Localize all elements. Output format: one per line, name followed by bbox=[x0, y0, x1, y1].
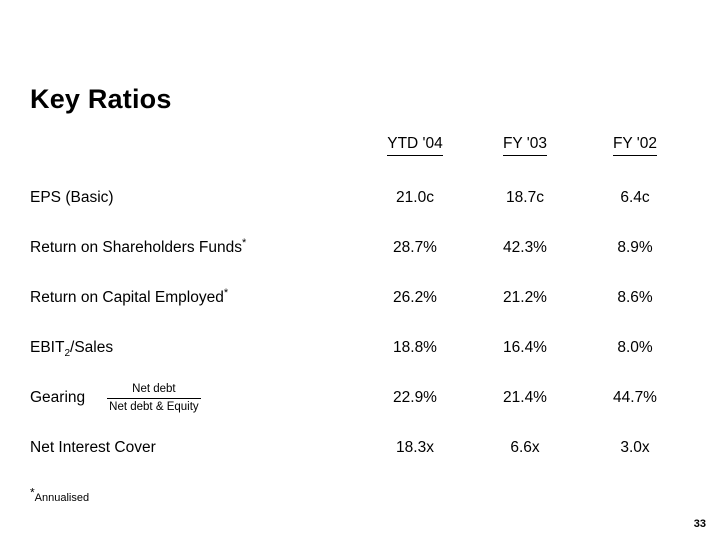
cell-roce-fy03: 21.2% bbox=[503, 289, 547, 306]
cell-gearing-fy03: 21.4% bbox=[503, 389, 547, 406]
row-label-ebit-subscript: 2 bbox=[64, 348, 71, 360]
header-label-col bbox=[30, 135, 360, 173]
column-header-fy03 bbox=[470, 135, 580, 173]
table-row bbox=[30, 173, 690, 223]
cell-rosf-ytd04: 28.7% bbox=[393, 239, 437, 256]
page-title: Key Ratios bbox=[30, 84, 172, 114]
table-body bbox=[30, 173, 690, 473]
table-header-row bbox=[30, 135, 690, 173]
cell-interest-cover-ytd04: 18.3x bbox=[396, 439, 434, 456]
cell-rosf-fy03: 42.3% bbox=[503, 239, 547, 256]
cell-interest-cover-fy02: 3.0x bbox=[620, 439, 650, 456]
cell-eps-fy02: 6.4c bbox=[620, 189, 650, 206]
cell-eps-ytd04: 21.0c bbox=[396, 189, 434, 206]
key-ratios-table bbox=[30, 135, 690, 473]
row-label-eps-text: EPS (Basic) bbox=[30, 189, 114, 206]
row-label-roce bbox=[30, 273, 360, 323]
row-label-ebit-sales bbox=[30, 323, 360, 373]
page-number: 33 bbox=[693, 518, 706, 530]
cell-rosf-fy02: 8.9% bbox=[617, 239, 653, 256]
column-header-ytd04-label: YTD '04 bbox=[387, 135, 443, 155]
gearing-label-group bbox=[30, 382, 354, 414]
column-header-fy03-label: FY '03 bbox=[503, 135, 547, 155]
table-row bbox=[30, 373, 690, 423]
cell-ebit-fy03: 16.4% bbox=[503, 339, 547, 356]
row-label-roce-text: Return on Capital Employed bbox=[30, 289, 224, 306]
row-label-gearing bbox=[30, 373, 360, 423]
cell-roce-fy02: 8.6% bbox=[617, 289, 653, 306]
cell-gearing-ytd04: 22.9% bbox=[393, 389, 437, 406]
cell-ebit-ytd04: 18.8% bbox=[393, 339, 437, 356]
footnote-marker: * bbox=[30, 485, 35, 500]
column-header-ytd04 bbox=[360, 135, 470, 173]
column-header-fy02 bbox=[580, 135, 690, 173]
footnote bbox=[30, 485, 90, 504]
row-label-eps bbox=[30, 173, 360, 223]
gearing-fraction-numerator: Net debt bbox=[107, 382, 201, 398]
gearing-fraction-denominator: Net debt & Equity bbox=[109, 400, 199, 413]
row-label-ebit-tail: /Sales bbox=[70, 339, 114, 356]
row-label-ebit-text: EBIT bbox=[30, 339, 65, 356]
table-row bbox=[30, 423, 690, 473]
table-header bbox=[30, 135, 690, 173]
column-header-fy02-label: FY '02 bbox=[613, 135, 657, 155]
table-row bbox=[30, 323, 690, 373]
cell-ebit-fy02: 8.0% bbox=[617, 339, 653, 356]
row-label-interest-cover bbox=[30, 423, 360, 473]
row-label-interest-cover-text: Net Interest Cover bbox=[30, 439, 156, 456]
gearing-fraction bbox=[97, 382, 201, 414]
cell-roce-ytd04: 26.2% bbox=[393, 289, 437, 306]
row-label-rosf-text: Return on Shareholders Funds bbox=[30, 239, 242, 256]
table-row bbox=[30, 223, 690, 273]
row-label-rosf bbox=[30, 223, 360, 273]
table-row bbox=[30, 273, 690, 323]
cell-gearing-fy02: 44.7% bbox=[613, 389, 657, 406]
cell-eps-fy03: 18.7c bbox=[506, 189, 544, 206]
footnote-text: Annualised bbox=[34, 492, 90, 504]
row-label-roce-asterisk: * bbox=[223, 286, 229, 299]
row-label-rosf-asterisk: * bbox=[241, 236, 247, 249]
row-label-gearing-text: Gearing bbox=[30, 389, 86, 406]
cell-interest-cover-fy03: 6.6x bbox=[510, 439, 540, 456]
